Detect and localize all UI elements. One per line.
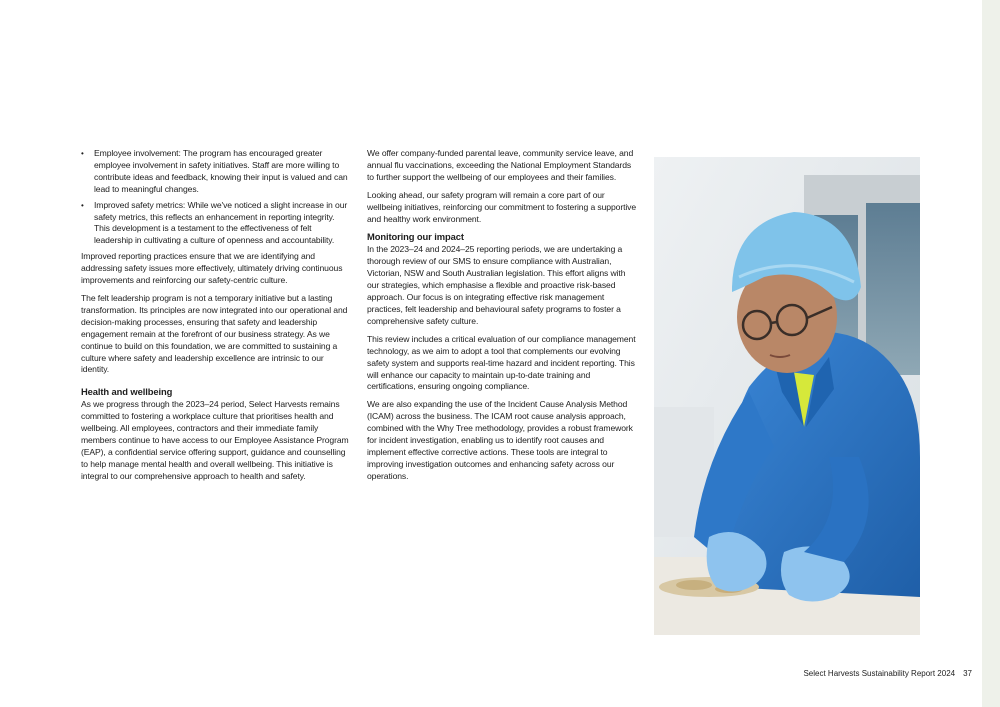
worker-inspecting-almonds-photo (654, 157, 920, 635)
page-footer (803, 669, 972, 678)
bullet-improved-safety-metrics: • Improved safety metrics: While we've noticed a slight increase in our safety metrics, this reflects an enhancement in reporting integrity. This development is a testament to the effectiveness of felt leadership in cultivating a culture of openness and accountability. (81, 200, 349, 248)
page-number: 37 (963, 669, 972, 678)
bullet-employee-involvement: • Employee involvement: The program has encouraged greater employee involvement in safety initiatives. Staff are more willing to contribute ideas and feedback, knowing their input is valued and can lead to meaningful changes. (81, 148, 349, 196)
photo-illustration (654, 157, 920, 635)
paragraph-icam: We are also expanding the use of the Incident Cause Analysis Method (ICAM) across the business. The ICAM root cause analysis approach, combined with the Why Tree methodology, provides a robust framework for incident investigation, enabling us to identify root causes and implement effective corrective actions. These tools are integral to improving investigation outcomes and enhancing safety across our operations. (367, 399, 633, 481)
paragraph-parental-leave: We offer company-funded parental leave, community service leave, and annual flu vaccinations, exceeding the National Employment Standards to further support the wellbeing of our employees and their families. (367, 148, 634, 182)
paragraph-eap: As we progress through the 2023–24 period, Select Harvests remains committed to fostering a workplace culture that prioritises health and wellbeing. All employees, contractors and their immediate family members continue to have access to our Employee Assistance Program (EAP), a confidential service offering support, guidance and counselling to help manage mental health and overall wellbeing. This initiative is integral to our comprehensive approach to health and safety. (81, 399, 349, 481)
page-edge-strip (982, 0, 1000, 707)
heading-monitoring-our-impact: Monitoring our impact (367, 231, 464, 243)
paragraph-looking-ahead: Looking ahead, our safety program will remain a core part of our wellbeing initiatives, reinforcing our commitment to fostering a supportive and healthy work environment. (367, 189, 637, 224)
middle-text-column (367, 148, 637, 489)
bullet-list (81, 148, 349, 247)
heading-health-and-wellbeing: Health and wellbeing (81, 386, 173, 398)
paragraph-reporting-practices: Improved reporting practices ensure that we are identifying and addressing safety issues more effectively, ultimately driving continuous improvements and reinforcing our safety-centric culture. (81, 251, 343, 286)
footer-report-title: Select Harvests Sustainability Report 2024 (803, 669, 956, 678)
left-text-column (81, 148, 349, 489)
paragraph-compliance-technology: This review includes a critical evaluation of our compliance management technology, as we aim to adopt a tool that complements our evolving safety system and supports real-time hazard and incident reporting. This will enhance our capacity to maintain up-to-date training and certifications, ensuring ongoing compliance. (367, 333, 636, 392)
paragraph-felt-leadership: The felt leadership program is not a temporary initiative but a lasting transformation. Its principles are now integrated into our operational and decision-making processes, ensuring that safety and leadership engagement remain at the forefront of our business strategy. As we continue to build on this foundation, we are committed to sustaining a culture where safety and leadership excellence are intrinsic to our identity. (81, 292, 348, 375)
paragraph-sms-review: In the 2023–24 and 2024–25 reporting periods, we are undertaking a thorough review of our SMS to ensure compliance with Australian, Victorian, NSW and South Australian legislation. This effort aligns with our strategies, which emphasise a flexible and proactive risk-based approach. Our focus is on integrating effective risk management practices, felt leadership and behavioural safety programs to foster a comprehensive safety culture. (367, 244, 626, 326)
